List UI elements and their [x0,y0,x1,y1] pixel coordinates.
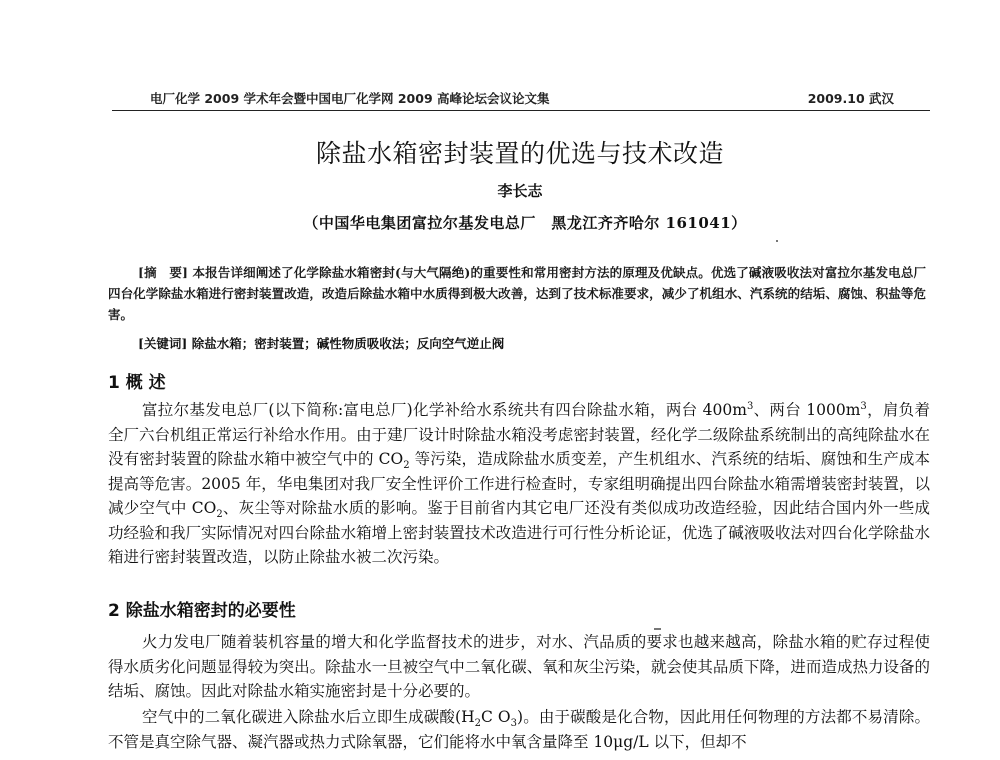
text-run: 空气中的二氧化碳进入除盐水后立即生成碳酸(H [142,708,475,726]
text-run: 富拉尔基发电总厂(以下简称:富电总厂)化学补给水系统共有四台除盐水箱，两台 400m [142,401,747,419]
subscript: 3 [510,718,517,730]
abstract-text: 本报告详细阐述了化学除盐水箱密封(与大气隔绝)的重要性和常用密封方法的原理及优缺点。优选了碱液吸收法对富拉尔基发电总厂四台化学除盐水箱进行密封装置改造，改造后除盐水箱中水质得到极大改善，达到了技术标准要求，减少了机组水、汽系统的结垢、腐蚀、积盐等危害。 [108,265,926,322]
text-run: 、灰尘等对除盐水质的影响。鉴于目前省内其它电厂还没有类似成功改造经验，因此结合国内外一些成功经验和我厂实际情况对四台除盐水箱增上密封装置技术改造进行可行性分析论证，优选了碱液吸收法对四台化学除盐水箱进行密封装置改造，以防止除盐水被二次污染。 [108,499,930,566]
header-rule [112,110,930,111]
text-run: 、两台 1000m [753,401,861,419]
section-heading-overview: 1 概 述 [108,373,166,393]
text-run: 等污染，造成除盐水质变差，产生机组水、汽系统的结垢、腐蚀和生产成本提高等危害。2005 年，华电集团对我厂安全性评价工作进行检查时，专家组明确提出四台除盐水箱需增装密封装置，以减少空气中 CO [108,450,930,517]
abstract-label: [摘 要] [138,265,188,280]
paper-title: 除盐水箱密封装置的优选与技术改造 [315,139,724,168]
subscript: 2 [474,718,481,730]
author-name: 李长志 [497,182,543,200]
body-paragraph [108,398,930,570]
superscript: 3 [746,400,754,412]
text-run: ，肩负着全厂六台机组正常运行补给水作用。由于建厂设计时除盐水箱没考虑密封装置，经化学二级除盐系统制出的高纯除盐水在没有密封装置的除盐水箱中被空气中的 CO [108,401,930,468]
text-run: C O [480,708,511,726]
body-paragraph [108,705,930,754]
keywords-label: [关键词] [138,336,188,351]
text-run: )。由于碳酸是化合物，因此用任何物理的方法都不易清除。不管是真空除气器、凝汽器或热力式除氧器，它们能将水中氧含量降至 10μg/L 以下，但却不 [108,708,930,751]
subscript: 2 [403,460,410,472]
body-paragraph: 火力发电厂随着装机容量的增大和化学监督技术的进步，对水、汽品质的要求也越来越高，除盐水箱的贮存过程使得水质劣化问题显得较为突出。除盐水一旦被空气中二氧化碳、氧和灰尘污染，就会使其品质下降，进而造成热力设备的结垢、腐蚀。因此对除盐水箱实施密封是十分必要的。 [108,633,930,700]
abstract [108,262,926,325]
superscript: 3 [860,400,867,412]
section-heading-necessity: 2 除盐水箱密封的必要性 [108,601,296,621]
subscript: 2 [216,509,223,521]
author-affiliation: （中国华电集团富拉尔基发电总厂 黑龙江齐齐哈尔 161041） [303,214,747,232]
scan-speck [776,240,778,242]
header-proceedings-title: 电厂化学 2009 学术年会暨中国电厂化学网 2009 高峰论坛会议论文集 [150,91,550,106]
keywords-text: 除盐水箱；密封装置；碱性物质吸收法；反向空气逆止阀 [191,336,505,351]
keywords [138,333,928,354]
running-header [112,86,930,108]
header-date-location: 2009.10 武汉 [807,91,894,106]
